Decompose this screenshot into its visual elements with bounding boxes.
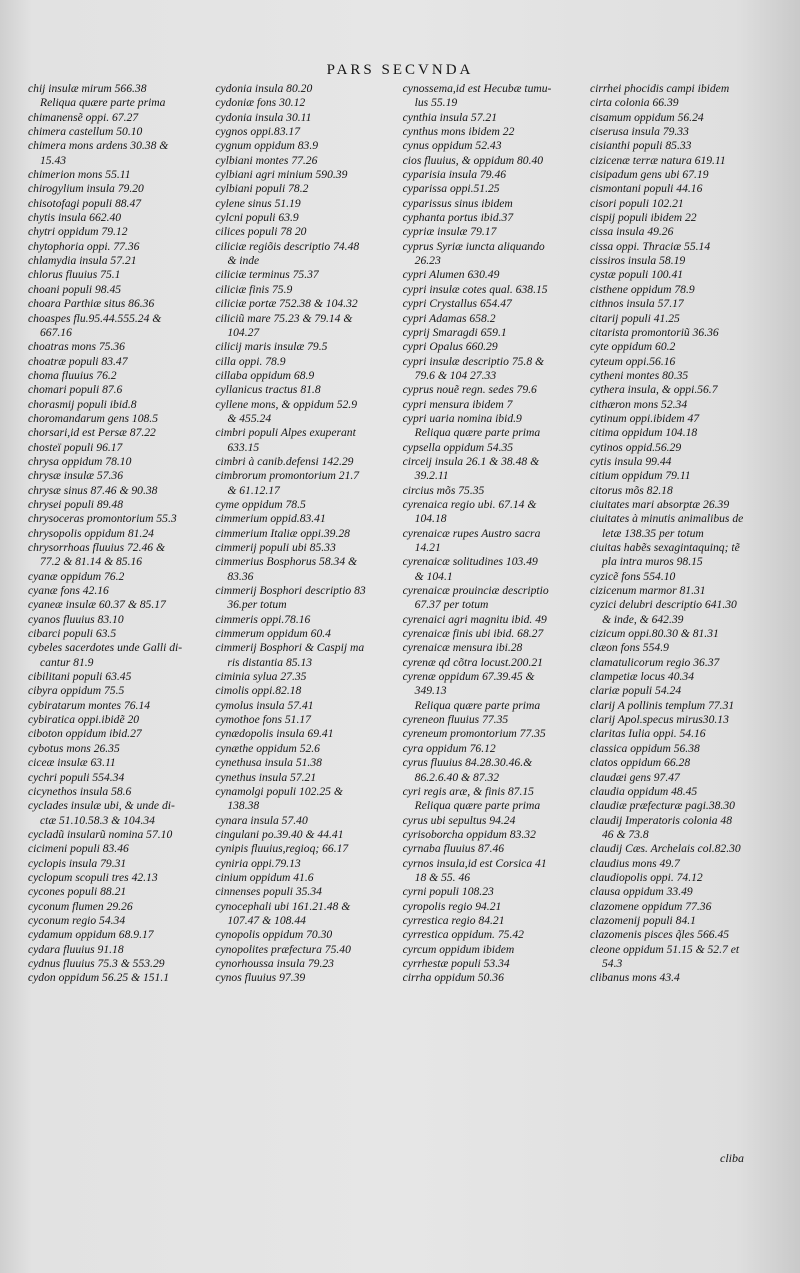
index-entry: cydoniæ fons 30.12	[215, 96, 306, 110]
index-columns	[28, 82, 768, 1162]
index-entry: 18 & 55. 46	[414, 870, 471, 884]
index-entry: chrysa oppidum 78.10	[28, 454, 132, 468]
index-entry: cibyra oppidum 75.5	[28, 684, 125, 698]
index-entry: circeij insula 26.1 & 38.48 &	[402, 454, 540, 468]
index-entry: cizicenæ terræ natura 619.11	[589, 153, 726, 167]
index-entry: ciliciũ mare 75.23 & 79.14 &	[215, 311, 353, 325]
index-entry: & 104.1	[414, 569, 453, 583]
index-entry: cisori populi 102.21	[589, 196, 684, 210]
index-entry: cyclades insulæ ubi, & unde di-	[28, 799, 175, 813]
index-entry: citarij populi 41.25	[589, 311, 680, 325]
index-entry: 86.2.6.40 & 87.32	[414, 770, 500, 784]
index-entry: chirogylium insula 79.20	[28, 182, 144, 196]
index-entry: cyri regis aræ, & finis 87.15	[402, 784, 534, 798]
index-entry: cynipis fluuius,regioq; 66.17	[215, 842, 349, 856]
index-entry: cyropolis regio 94.21	[402, 899, 502, 913]
index-entry: 138.38	[227, 799, 260, 813]
index-entry: cynthia insula 57.21	[402, 110, 498, 124]
index-entry: choani populi 98.45	[28, 282, 122, 296]
index-entry: cyrenaicæ finis ubi ibid. 68.27	[402, 627, 544, 641]
index-entry: cydon oppidum 56.25 & 151.1	[28, 971, 170, 985]
index-entry: cynos fluuius 97.39	[215, 971, 306, 985]
index-entry: 54.3	[601, 956, 623, 970]
index-entry: cynus oppidum 52.43	[402, 139, 502, 153]
index-entry: ciboton oppidum ibid.27	[28, 727, 142, 741]
index-entry: cyparissus sinus ibidem	[402, 196, 513, 210]
index-entry: cyteum oppi.56.16	[589, 354, 676, 368]
index-entry: choatras mons 75.36	[28, 340, 125, 354]
index-entry: cispij populi ibidem 22	[589, 211, 697, 225]
index-entry: cydamum oppidum 68.9.17	[28, 928, 154, 942]
index-entry: cylbiani agri minium 590.39	[215, 168, 348, 182]
index-entry: cylbiani montes 77.26	[215, 153, 318, 167]
index-entry: cycladũ insularũ nomina 57.10	[28, 827, 173, 841]
index-entry: pla intra muros 98.15	[601, 555, 703, 569]
index-entry: cyreneon fluuius 77.35	[402, 713, 509, 727]
index-entry: cybiratica oppi.ibidẽ 20	[28, 713, 140, 727]
index-entry: cynædopolis insula 69.41	[215, 727, 334, 741]
index-entry: 667.16	[40, 325, 72, 339]
index-entry: cyrrhestæ populi 53.34	[402, 956, 510, 970]
index-entry: 77.2 & 81.14 & 85.16	[40, 555, 143, 569]
index-entry: chrysopolis oppidum 81.24	[28, 526, 154, 540]
index-entry: clausa oppidum 33.49	[589, 885, 693, 899]
index-entry: cypri Crystallus 654.47	[402, 297, 512, 311]
index-entry: chytophoria oppi. 77.36	[28, 239, 140, 253]
index-entry: chij insulæ mirum 566.38	[28, 82, 147, 95]
index-entry: cyllene mons, & oppidum 52.9	[215, 397, 358, 411]
index-entry: cythera insula, & oppi.56.7	[589, 383, 718, 397]
index-entry: cypriæ insulæ 79.17	[402, 225, 497, 239]
index-entry: cicynethos insula 58.6	[28, 784, 132, 798]
index-entry: cisamum oppidum 56.24	[589, 110, 704, 124]
index-entry: cyrrestica oppidum. 75.42	[402, 928, 524, 942]
index-entry: cydnus fluuius 75.3 & 553.29	[28, 956, 165, 970]
index-entry: cypri Opalus 660.29	[402, 340, 498, 354]
index-entry: cytinos oppid.56.29	[589, 440, 682, 454]
index-entry: cypri mensura ibidem 7	[402, 397, 513, 411]
index-entry: ciliciæ finis 75.9	[215, 282, 293, 296]
index-entry: cymolus insula 57.41	[215, 698, 314, 712]
index-entry: cyanæ fons 42.16	[28, 584, 109, 598]
index-entry: cicimeni populi 83.46	[28, 842, 129, 856]
index-entry: choromandarum gens 108.5	[28, 411, 158, 425]
index-entry: & inde	[227, 254, 260, 268]
index-entry: cyzicẽ fons 554.10	[589, 569, 676, 583]
index-entry: chomari populi 87.6	[28, 383, 123, 397]
index-entry: cyrenaica regio ubi. 67.14 &	[402, 497, 537, 511]
index-entry: cimmerij Bosphori & Caspij ma	[215, 641, 365, 655]
running-head: PARS SECVNDA	[326, 62, 474, 78]
index-entry: cyrenæ oppidum 67.39.45 &	[402, 670, 535, 684]
index-entry: cimmerium Italiæ oppi.39.28	[215, 526, 350, 540]
index-entry: 15.43	[40, 153, 67, 167]
index-entry: claudiæ præfecturæ pagi.38.30	[589, 799, 735, 813]
index-entry: ciceæ insulæ 63.11	[28, 756, 116, 770]
index-entry: cyrenaici agri magnitu ibid. 49	[402, 612, 547, 626]
index-entry: cibilitani populi 63.45	[28, 670, 132, 684]
index-entry: cypri insulæ descriptio 75.8 &	[402, 354, 545, 368]
index-entry: ciliciæ portæ 752.38 & 104.32	[215, 297, 358, 311]
index-entry: 104.18	[414, 512, 447, 526]
index-entry: cyzici delubri descriptio 641.30	[589, 598, 737, 612]
index-entry: claudius mons 49.7	[589, 856, 680, 870]
index-entry: claudiopolis oppi. 74.12	[589, 870, 703, 884]
index-entry: clazomenis pisces q̃les 566.45	[589, 928, 730, 942]
index-column-3	[403, 82, 581, 1162]
index-entry: cimolis oppi.82.18	[215, 684, 302, 698]
index-entry: chimerion mons 55.11	[28, 168, 131, 182]
index-entry: 36.per totum	[227, 598, 287, 612]
index-entry: Reliqua quære parte prima	[40, 96, 166, 110]
index-entry: chrysoceras promontorium 55.3	[28, 512, 177, 526]
index-entry: cynara insula 57.40	[215, 813, 308, 827]
index-entry: cypri insulæ cotes qual. 638.15	[402, 282, 548, 296]
index-entry: cyrus ubi sepultus 94.24	[402, 813, 516, 827]
index-entry: cimmerium oppid.83.41	[215, 512, 326, 526]
index-entry: 83.36	[227, 569, 254, 583]
index-entry: cyphanta portus ibid.37	[402, 211, 514, 225]
index-entry: cydonia insula 30.11	[215, 110, 312, 124]
index-entry: cyaneæ insulæ 60.37 & 85.17	[28, 598, 166, 612]
index-entry: cantur 81.9	[40, 655, 94, 669]
index-entry: cyreneum promontorium 77.35	[402, 727, 546, 741]
index-entry: cyme oppidum 78.5	[215, 497, 306, 511]
index-entry: cypsella oppidum 54.35	[402, 440, 514, 454]
index-entry: cynæthe oppidum 52.6	[215, 741, 320, 755]
index-entry: cisipadum gens ubi 67.19	[589, 168, 709, 182]
index-entry: ris distantia 85.13	[227, 655, 313, 669]
index-entry: cyrenæ qd cõtra locust.200.21	[402, 655, 543, 669]
index-entry: cynamolgi populi 102.25 &	[215, 784, 343, 798]
index-entry: clarij Apol.specus mirus30.13	[589, 713, 729, 727]
index-column-1	[28, 82, 206, 1162]
index-entry: cynossema,id est Hecubæ tumu-	[402, 82, 552, 95]
index-entry: cyanæ oppidum 76.2	[28, 569, 125, 583]
index-entry: cyparissa oppi.51.25	[402, 182, 500, 196]
index-entry: cingulani po.39.40 & 44.41	[215, 827, 344, 841]
index-entry: cyclopis insula 79.31	[28, 856, 127, 870]
index-entry: cimbri à canib.defensi 142.29	[215, 454, 354, 468]
index-entry: clazomenij populi 84.1	[589, 913, 696, 927]
index-entry: cisianthi populi 85.33	[589, 139, 692, 153]
index-entry: 104.27	[227, 325, 260, 339]
index-entry: cybiratarum montes 76.14	[28, 698, 151, 712]
index-entry: cyprus Syriæ iuncta aliquando	[402, 239, 545, 253]
index-entry: 349.13	[414, 684, 447, 698]
index-entry: cybeles sacerdotes unde Galli di-	[28, 641, 183, 655]
index-entry: 107.47 & 108.44	[227, 913, 306, 927]
index-entry: ciuitates à minutis animalibus de	[589, 512, 744, 526]
index-entry: chimera castellum 50.10	[28, 125, 143, 139]
index-entry: ciserusa insula 79.33	[589, 125, 689, 139]
index-entry: cydonia insula 80.20	[215, 82, 313, 95]
index-entry: cithnos insula 57.17	[589, 297, 684, 311]
index-entry: cyrenaicæ rupes Austro sacra	[402, 526, 541, 540]
index-entry: chrysæ insulæ 57.36	[28, 469, 124, 483]
index-entry: citorus mõs 82.18	[589, 483, 673, 497]
index-entry: lus 55.19	[414, 96, 458, 110]
index-entry: cyconum flumen 29.26	[28, 899, 133, 913]
index-entry: cycones populi 88.21	[28, 885, 127, 899]
index-entry: 79.6 & 104 27.33	[414, 368, 497, 382]
index-entry: cynopolites præfectura 75.40	[215, 942, 351, 956]
index-entry: citarista promontoriũ 36.36	[589, 325, 719, 339]
index-entry: chytis insula 662.40	[28, 211, 122, 225]
index-entry: cyrnaba fluuius 87.46	[402, 842, 505, 856]
index-entry: cimmerij Bosphori descriptio 83	[215, 584, 366, 598]
index-entry: & inde, & 642.39	[601, 612, 684, 626]
index-entry: cimbri populi Alpes exuperant	[215, 426, 356, 440]
index-entry: circius mõs 75.35	[402, 483, 485, 497]
index-entry: cytinum oppi.ibidem 47	[589, 411, 700, 425]
index-entry: clarij A pollinis templum 77.31	[589, 698, 735, 712]
index-entry: cismontani populi 44.16	[589, 182, 703, 196]
index-entry: chimanensẽ oppi. 67.27	[28, 110, 139, 124]
index-entry: cyrrestica regio 84.21	[402, 913, 505, 927]
index-entry: claudia oppidum 48.45	[589, 784, 698, 798]
index-entry: chorsari,id est Persæ 87.22	[28, 426, 156, 440]
index-entry: choara Parthiæ situs 86.36	[28, 297, 155, 311]
index-entry: cilices populi 78 20	[215, 225, 307, 239]
index-entry: clampetiæ locus 40.34	[589, 670, 694, 684]
index-entry: chosteï populi 96.17	[28, 440, 123, 454]
index-entry: chlorus fluuius 75.1	[28, 268, 121, 282]
index-entry: cypri Alumen 630.49	[402, 268, 500, 282]
index-entry: cyrcum oppidum ibidem	[402, 942, 515, 956]
index-entry: cilicij maris insulæ 79.5	[215, 340, 328, 354]
index-entry: choaspes flu.95.44.555.24 &	[28, 311, 162, 325]
index-entry: 633.15	[227, 440, 260, 454]
index-entry: cyparisia insula 79.46	[402, 168, 507, 182]
index-entry: Reliqua quære parte prima	[414, 799, 541, 813]
index-entry: 46 & 73.8	[601, 827, 649, 841]
index-entry: chytri oppidum 79.12	[28, 225, 128, 239]
index-entry: chrysorrhoas fluuius 72.46 &	[28, 541, 165, 554]
index-entry: letæ 138.35 per totum	[601, 526, 704, 540]
index-entry: choatræ populi 83.47	[28, 354, 128, 368]
index-entry: cydara fluuius 91.18	[28, 942, 124, 956]
index-entry: cymothoe fons 51.17	[215, 713, 311, 727]
index-entry: cisthene oppidum 78.9	[589, 282, 695, 296]
index-entry: ciuitates mari absorptæ 26.39	[589, 497, 730, 511]
index-entry: 67.37 per totum	[414, 598, 489, 612]
index-entry: classica oppidum 56.38	[589, 741, 700, 755]
index-entry: cirrhei phocidis campi ibidem	[589, 82, 730, 95]
index-entry: chorasmij populi ibid.8	[28, 397, 137, 411]
index-entry: cleone oppidum 51.15 & 52.7 et	[589, 942, 740, 956]
index-entry: ciliciæ terminus 75.37	[215, 268, 319, 282]
index-entry: cyllanicus tractus 81.8	[215, 383, 321, 397]
index-entry: chlamydia insula 57.21	[28, 254, 137, 268]
index-entry: claudæi gens 97.47	[589, 770, 680, 784]
index-entry: cychri populi 554.34	[28, 770, 125, 784]
index-entry: cirta colonia 66.39	[589, 96, 679, 110]
index-entry: chisotofagi populi 88.47	[28, 196, 142, 210]
index-entry: Reliqua quære parte prima	[414, 426, 541, 440]
index-entry: cyanos fluuius 83.10	[28, 612, 124, 626]
index-entry: chrysæ sinus 87.46 & 90.38	[28, 483, 158, 497]
index-entry: cirrha oppidum 50.36	[402, 971, 504, 985]
index-entry: cyrenaicæ prouinciæ descriptio	[402, 584, 549, 598]
index-entry: cynethusa insula 51.38	[215, 756, 322, 770]
index-entry: cypri Adamas 658.2	[402, 311, 496, 325]
index-entry: cynorhoussa insula 79.23	[215, 956, 334, 970]
index-entry: cylcni populi 63.9	[215, 211, 299, 225]
index-entry: 14.21	[414, 541, 441, 554]
index-entry: cios fluuius, & oppidum 80.40	[402, 153, 544, 167]
index-entry: ciuitas habẽs sexagintaquinq; tẽ	[589, 541, 740, 554]
index-entry: clazomene oppidum 77.36	[589, 899, 712, 913]
index-entry: clæon fons 554.9	[589, 641, 669, 655]
index-entry: cissiros insula 58.19	[589, 254, 686, 268]
index-entry: cyrisoborcha oppidum 83.32	[402, 827, 536, 841]
index-entry: cizicum oppi.80.30 & 81.31	[589, 627, 719, 641]
index-entry: cyconum regio 54.34	[28, 913, 126, 927]
index-entry: cibarci populi 63.5	[28, 627, 117, 641]
index-entry: cimmerius Bosphorus 58.34 &	[215, 555, 358, 569]
catchword: cliba	[720, 1151, 744, 1165]
index-entry: cystæ populi 100.41	[589, 268, 684, 282]
index-entry: cynthus mons ibidem 22	[402, 125, 515, 139]
index-entry: cimmeris oppi.78.16	[215, 612, 311, 626]
index-entry: chrysei populi 89.48	[28, 497, 123, 511]
index-entry: citium oppidum 79.11	[589, 469, 691, 483]
index-entry: Reliqua quære parte prima	[414, 698, 541, 712]
index-entry: cimbrorum promontorium 21.7	[215, 469, 360, 483]
index-entry: cithæron mons 52.34	[589, 397, 688, 411]
index-entry: cybotus mons 26.35	[28, 741, 120, 755]
index-entry: cinium oppidum 41.6	[215, 870, 314, 884]
index-entry: cyniria oppi.79.13	[215, 856, 301, 870]
index-entry: cizicenum marmor 81.31	[589, 584, 706, 598]
index-entry: citima oppidum 104.18	[589, 426, 698, 440]
index-entry: cylene sinus 51.19	[215, 196, 301, 210]
index-entry: choma fluuius 76.2	[28, 368, 117, 382]
index-entry: cyrenaicæ mensura ibi.28	[402, 641, 523, 655]
index-entry: cissa insula 49.26	[589, 225, 674, 239]
index-entry: cinnenses populi 35.34	[215, 885, 322, 899]
index-entry: & 455.24	[227, 411, 272, 425]
index-entry: clamatulicorum regio 36.37	[589, 655, 720, 669]
index-entry: clatos oppidum 66.28	[589, 756, 691, 770]
index-entry: cyprus nouẽ regn. sedes 79.6	[402, 383, 537, 397]
index-entry: ciminia sylua 27.35	[215, 670, 307, 684]
index-entry: clariæ populi 54.24	[589, 684, 682, 698]
index-entry: cytis insula 99.44	[589, 454, 672, 468]
index-entry: cynocephali ubi 161.21.48 &	[215, 899, 351, 913]
index-entry: 26.23	[414, 254, 441, 268]
index-entry: ctæ 51.10.58.3 & 104.34	[40, 813, 155, 827]
index-entry: cyrnos insula,id est Corsica 41	[402, 856, 547, 870]
index-entry: cygnum oppidum 83.9	[215, 139, 319, 153]
index-entry: cytheni montes 80.35	[589, 368, 689, 382]
index-entry: cyprij Smaragdi 659.1	[402, 325, 507, 339]
index-entry: cimmerij populi ubi 85.33	[215, 541, 336, 554]
index-entry: claudij Imperatoris colonia 48	[589, 813, 732, 827]
index-entry: & 61.12.17	[227, 483, 280, 497]
index-column-2	[215, 82, 393, 1162]
index-entry: cynethus insula 57.21	[215, 770, 317, 784]
index-entry: cillaba oppidum 68.9	[215, 368, 315, 382]
index-entry: cissa oppi. Thraciæ 55.14	[589, 239, 711, 253]
index-entry: cimmerum oppidum 60.4	[215, 627, 331, 641]
index-entry: cygnos oppi.83.17	[215, 125, 301, 139]
index-column-4	[590, 82, 768, 1162]
index-entry: cyrus fluuius 84.28.30.46.&	[402, 756, 533, 770]
index-entry: 39.2.11	[414, 469, 449, 483]
index-entry: ciliciæ regiõis descriptio 74.48	[215, 239, 360, 253]
index-entry: cyclopum scopuli tres 42.13	[28, 870, 158, 884]
index-entry: cyrenaicæ solitudines 103.49	[402, 555, 538, 569]
index-entry: cylbiani populi 78.2	[215, 182, 309, 196]
index-entry: claritas Iulia oppi. 54.16	[589, 727, 706, 741]
index-entry: cyrni populi 108.23	[402, 885, 494, 899]
index-entry: cypri uaria nomina ibid.9	[402, 411, 522, 425]
index-entry: cyra oppidum 76.12	[402, 741, 496, 755]
index-entry: cilla oppi. 78.9	[215, 354, 286, 368]
index-entry: clibanus mons 43.4	[589, 971, 680, 985]
index-entry: cynopolis oppidum 70.30	[215, 928, 333, 942]
index-entry: cyte oppidum 60.2	[589, 340, 676, 354]
index-entry: chimera mons ardens 30.38 &	[28, 139, 169, 153]
index-entry: claudij Cæs. Archelais col.82.30	[589, 842, 741, 856]
